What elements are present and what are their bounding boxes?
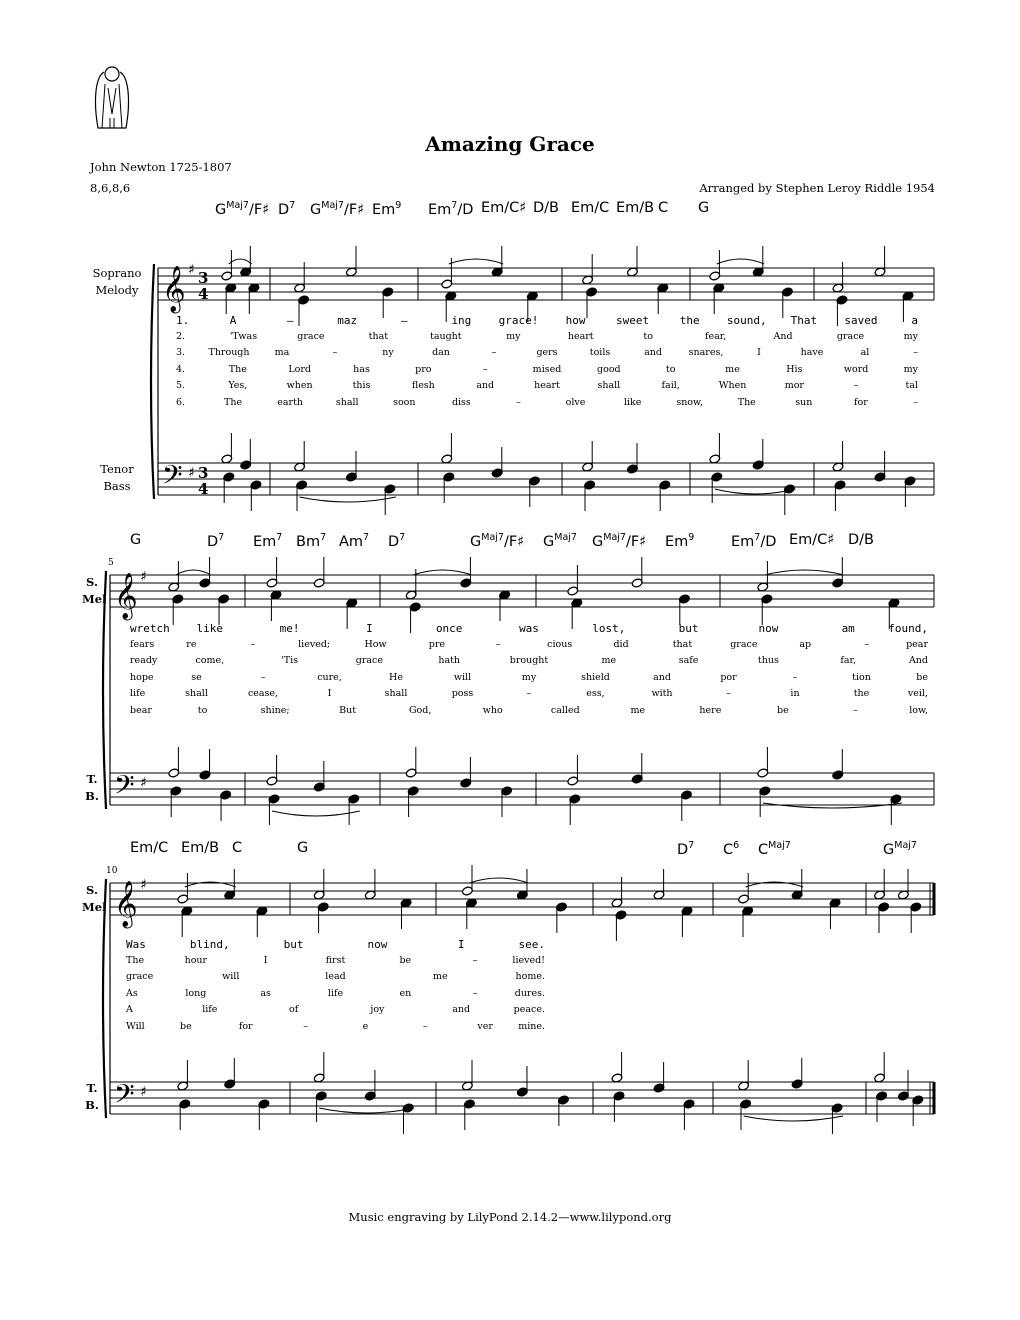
lyric-syllable: brought: [509, 655, 549, 666]
lyric-syllable: tal: [905, 380, 918, 391]
chord-symbol: D/B: [533, 200, 559, 216]
lyric-syllable: A: [126, 1004, 133, 1015]
slur: [717, 259, 764, 264]
lyric-syllable: The: [126, 954, 145, 966]
lyric-syllable: –: [726, 688, 731, 699]
lyric-syllable: Lord: [288, 363, 311, 375]
lyric-syllable: grace: [297, 330, 325, 342]
bass-clef: 𝄢: [162, 459, 183, 497]
lyric-syllable: The: [228, 363, 247, 375]
key-signature-sharp: ♯: [188, 465, 195, 481]
chord-symbol: $D^7$: [207, 532, 225, 550]
lyric-syllable: but: [283, 938, 304, 951]
key-signature-sharp: ♯: [140, 1084, 147, 1100]
lyric-syllable: sun: [795, 396, 813, 408]
lyric-syllable: al: [860, 347, 870, 358]
lyric-syllable: se: [191, 671, 202, 683]
lyric-syllable: ny: [382, 347, 394, 358]
slur: [449, 259, 503, 264]
lyric-syllable: mised: [532, 363, 562, 375]
lyric-syllable: gers: [536, 347, 558, 358]
lyric-syllable: like: [623, 396, 642, 408]
lyric-syllable: –: [495, 638, 501, 650]
lyric-syllable: will: [222, 971, 240, 982]
lyric-syllable: to: [197, 704, 208, 716]
lyric-syllable: And: [773, 330, 793, 342]
lyric-syllable: dan: [432, 347, 450, 358]
lyric-syllable: home.: [515, 971, 545, 982]
lyric-syllable: peace.: [513, 1004, 545, 1015]
slur: [413, 570, 472, 575]
lyric-syllable: olve: [565, 396, 586, 408]
measure-number-10: 10: [106, 866, 118, 876]
lyric-syllable: come,: [195, 655, 225, 666]
lyric-syllable: but: [678, 622, 699, 635]
lyric-syllable: of: [288, 1004, 299, 1015]
chord-symbol: $G^{Maj7}$: [543, 532, 577, 550]
lyric-syllable: be: [399, 954, 412, 966]
lyric-syllable: –: [303, 1020, 308, 1032]
lyric-syllable: a: [911, 314, 918, 327]
slur: [469, 878, 528, 883]
chord-symbol: Am$^7$: [339, 532, 370, 550]
key-signature-sharp: ♯: [140, 775, 147, 791]
lyric-syllable: sweet: [616, 314, 650, 327]
lyric-syllable: –: [286, 314, 294, 327]
author: John Newton 1725-1807: [90, 160, 232, 174]
lyric-syllable: be: [179, 1020, 192, 1032]
chord-symbol: Em/B: [616, 200, 655, 216]
slur: [763, 803, 902, 808]
chord-symbol: D/B: [848, 532, 874, 548]
chord-symbol: $C^6$: [723, 840, 740, 858]
lyric-syllable: and: [476, 380, 495, 391]
voice-label-upper-3: S. Mel: [82, 883, 107, 914]
lyric-syllable: and: [653, 671, 671, 683]
treble-clef: 𝄞: [114, 573, 138, 619]
lyric-syllable: sound,: [726, 314, 767, 327]
lyric-syllable: –: [482, 363, 488, 375]
lyric-syllable: grace: [730, 638, 758, 650]
lyric-syllable: saved: [844, 314, 878, 327]
lyric-syllable: joy: [370, 1004, 385, 1015]
lyric-syllable: shall: [597, 380, 621, 391]
chord-symbol: $G^{Maj7}/F♯$: [470, 532, 525, 550]
lyric-syllable: be: [916, 671, 928, 683]
lyric-syllable: now: [367, 938, 388, 951]
voice-label-lower-3: T. B.: [85, 1081, 99, 1112]
chord-symbol: Em$^7$: [253, 532, 283, 550]
chord-symbol: $G^{Maj7}$: [883, 840, 917, 858]
lyric-syllable: me: [725, 363, 740, 375]
lyric-syllable: ap: [799, 638, 812, 650]
lyric-syllable: bear: [130, 704, 152, 716]
lyric-syllable: grace!: [498, 314, 539, 327]
lyric-syllable: –: [260, 671, 266, 683]
lyric-syllable: 6.: [176, 396, 186, 408]
lyric-syllable: my: [506, 330, 521, 342]
chord-symbol: $G^{Maj7}/F♯$: [592, 532, 647, 550]
piece-title: Amazing Grace: [425, 132, 595, 156]
lyric-syllable: with: [651, 688, 673, 699]
lyric-syllable: –: [250, 638, 256, 650]
lyric-syllable: me: [432, 971, 448, 982]
lyric-syllable: wretch: [130, 622, 170, 635]
lyric-syllable: found,: [888, 622, 928, 635]
lyric-syllable: to: [665, 363, 676, 375]
chord-symbol: Em/B: [181, 840, 220, 856]
lyric-syllable: pro: [415, 363, 432, 375]
lyric-syllable: see.: [518, 938, 545, 951]
lyric-syllable: 'Twas: [229, 330, 258, 342]
key-signature-sharp: ♯: [188, 262, 195, 278]
lyric-syllable: long: [185, 987, 207, 999]
lyric-syllable: life: [130, 688, 146, 699]
lyric-syllable: my: [903, 330, 918, 342]
key-signature-sharp: ♯: [140, 569, 147, 585]
lyric-syllable: –: [332, 347, 338, 358]
lyric-syllable: shine;: [260, 704, 290, 716]
lyric-syllable: soon: [393, 396, 416, 408]
chord-symbol: Em/C♯: [481, 200, 527, 216]
chord-symbol: Em/C: [130, 840, 169, 856]
slur: [715, 489, 796, 494]
system-bracket: [103, 571, 106, 809]
lyric-syllable: and: [452, 1004, 471, 1015]
lyric-syllable: pear: [906, 638, 928, 650]
lyric-syllable: –: [422, 1020, 428, 1032]
lyric-syllable: –: [491, 347, 497, 358]
lyric-syllable: grace: [126, 971, 154, 982]
bass-clef: 𝄢: [114, 1078, 135, 1116]
lyric-syllable: to: [643, 330, 653, 342]
slur: [319, 1108, 414, 1113]
lyric-syllable: That: [790, 314, 818, 327]
lyric-syllable: taught: [430, 330, 462, 342]
arranger: Arranged by Stephen Leroy Riddle 1954: [699, 181, 935, 195]
chord-symbol: Em$^9$: [665, 532, 695, 550]
lyric-syllable: por: [720, 671, 737, 683]
lyric-syllable: here: [699, 704, 722, 716]
lyric-syllable: how: [565, 314, 586, 327]
lyric-syllable: like: [196, 622, 224, 635]
lyric-syllable: life: [202, 1004, 218, 1015]
bass-clef: 𝄢: [114, 769, 135, 807]
lyric-syllable: thus: [757, 655, 779, 666]
lyric-syllable: fear,: [704, 330, 727, 342]
lyric-syllable: –: [864, 638, 869, 650]
lyric-syllable: who: [482, 704, 503, 716]
time-signature: 3: [198, 464, 209, 482]
lyric-syllable: dures.: [514, 987, 545, 999]
lyric-syllable: –: [400, 314, 408, 327]
lyric-syllable: grace: [355, 655, 384, 666]
lyric-syllable: His: [786, 363, 803, 375]
chord-symbol: $G^{Maj7}/F♯$: [215, 200, 270, 218]
lyric-syllable: blind,: [189, 938, 230, 951]
lyric-syllable: me: [630, 704, 646, 716]
lyric-syllable: –: [792, 671, 798, 683]
lyric-syllable: He: [389, 671, 403, 683]
key-signature-sharp: ♯: [140, 877, 147, 893]
lyric-syllable: and: [644, 347, 662, 358]
chord-symbol: $D^7$: [388, 532, 406, 550]
chord-symbol: G: [297, 840, 309, 856]
meter: 8,6,8,6: [90, 181, 131, 195]
slur: [229, 259, 252, 264]
lyric-syllable: Will: [126, 1020, 145, 1032]
lyric-syllable: God,: [408, 704, 432, 716]
lyric-syllable: en: [399, 987, 412, 999]
lyric-syllable: be: [777, 704, 789, 716]
chord-symbol: Em$^7$/D: [428, 200, 474, 218]
system-bracket: [151, 264, 154, 499]
chord-symbol: Em$^7$/D: [731, 532, 777, 550]
lyric-syllable: –: [913, 347, 918, 358]
lyric-syllable: fears: [130, 638, 155, 650]
lyric-syllable: hour: [184, 954, 208, 966]
lyric-syllable: pre: [428, 638, 446, 650]
lyric-syllable: for: [854, 396, 868, 408]
voice-label-lower-2: T. B.: [85, 772, 99, 803]
lyric-syllable: tion: [852, 671, 871, 683]
lyric-syllable: this: [352, 380, 371, 391]
lyric-syllable: once: [435, 622, 463, 635]
lyric-syllable: heart: [534, 380, 560, 391]
time-signature: 4: [198, 285, 209, 303]
lyric-syllable: maz: [337, 314, 358, 327]
slur: [176, 570, 211, 575]
lyric-syllable: I: [327, 688, 332, 699]
voice-label-tenor: Tenor Bass: [100, 462, 134, 493]
lyric-syllable: the: [679, 314, 700, 327]
lyric-syllable: –: [853, 380, 859, 391]
lyric-syllable: re: [186, 638, 197, 650]
lyric-syllable: But: [339, 704, 357, 716]
lyric-syllable: life: [327, 987, 344, 999]
lyric-syllable: –: [853, 704, 858, 716]
lyric-syllable: cious: [547, 638, 573, 650]
lyric-syllable: 'Tis: [281, 655, 299, 666]
slur: [765, 570, 844, 575]
treble-clef: 𝄞: [114, 881, 138, 927]
lyric-syllable: cure,: [317, 671, 342, 683]
lyric-syllable: poss: [451, 688, 474, 699]
chord-symbol: Em$^9$: [372, 200, 402, 218]
lyric-syllable: my: [903, 363, 918, 375]
lyric-syllable: hope: [130, 671, 154, 683]
lyric-syllable: when: [286, 380, 313, 391]
chord-symbol: $D^7$: [677, 840, 695, 858]
lyric-syllable: snares,: [688, 347, 724, 358]
lyric-syllable: veil,: [907, 688, 928, 699]
lyric-syllable: shall: [384, 688, 408, 699]
chord-symbol: Bm$^7$: [296, 532, 327, 550]
lyric-syllable: lead: [325, 971, 346, 982]
lyric-syllable: I: [366, 622, 373, 635]
lyric-syllable: safe: [678, 655, 699, 666]
lyric-syllable: 1.: [176, 314, 190, 327]
lyric-syllable: cease,: [247, 688, 279, 699]
time-signature: 3: [198, 269, 209, 287]
lyric-syllable: for: [238, 1020, 253, 1032]
lyric-syllable: lost,: [592, 622, 626, 635]
lyric-syllable: How: [364, 638, 387, 650]
lyric-syllable: far,: [840, 655, 857, 666]
slur: [272, 811, 360, 816]
lyric-syllable: good: [597, 363, 621, 375]
lyric-syllable: grace: [836, 330, 865, 342]
chord-symbol: C: [658, 200, 669, 216]
lyric-syllable: ess,: [586, 688, 605, 699]
lyric-syllable: have: [800, 347, 824, 358]
lyric-syllable: When: [718, 380, 747, 391]
lyric-syllable: The: [224, 396, 243, 408]
lyric-syllable: Yes,: [228, 380, 248, 391]
measure-number-5: 5: [108, 558, 114, 568]
lyric-syllable: A: [229, 314, 237, 327]
slur: [744, 1116, 843, 1121]
voice-label-upper-2: S. Mel: [82, 575, 107, 606]
lyric-syllable: in: [790, 688, 800, 699]
chord-symbol: $D^7$: [278, 200, 296, 218]
lyric-syllable: ready: [130, 655, 158, 666]
lyric-syllable: Was: [126, 938, 146, 951]
chord-symbol: C: [232, 840, 243, 856]
chord-symbol: G: [698, 200, 710, 216]
lyric-syllable: word: [843, 363, 869, 375]
lyric-syllable: As: [126, 987, 138, 999]
lyric-syllable: lieved;: [298, 638, 331, 650]
lyric-syllable: that: [368, 330, 389, 342]
lyric-syllable: mor: [784, 380, 804, 391]
lyric-syllable: my: [521, 671, 537, 683]
lyric-syllable: me!: [279, 622, 300, 635]
lyric-syllable: I: [457, 938, 465, 951]
lyric-syllable: low,: [909, 704, 928, 716]
lyric-syllable: ver: [477, 1020, 493, 1032]
lyric-syllable: shield: [581, 671, 610, 683]
lyric-syllable: –: [472, 987, 478, 999]
lyric-syllable: the: [853, 688, 870, 699]
lyric-syllable: 4.: [176, 363, 186, 375]
lyric-syllable: that: [672, 638, 693, 650]
chord-symbol: Em/C♯: [789, 532, 835, 548]
treble-clef: 𝄞: [162, 266, 186, 312]
lyric-syllable: flesh: [411, 380, 435, 391]
lyric-syllable: –: [472, 954, 478, 966]
lyric-syllable: hath: [438, 655, 461, 666]
lyric-syllable: first: [325, 954, 346, 966]
voice-label-soprano: Soprano Melody: [92, 266, 142, 297]
lyric-syllable: toils: [589, 347, 611, 358]
lyric-syllable: has: [353, 363, 370, 375]
lyric-syllable: was: [519, 622, 539, 635]
slur: [300, 497, 396, 502]
lyric-syllable: I: [757, 347, 761, 358]
lyric-syllable: Through: [208, 347, 250, 358]
lyric-syllable: am: [841, 622, 855, 635]
lyric-syllable: e: [362, 1020, 369, 1032]
lyric-syllable: ma: [274, 347, 290, 358]
lyric-syllable: called: [550, 704, 580, 716]
lyric-syllable: I: [263, 954, 268, 966]
chord-symbol: $C^{Maj7}$: [758, 840, 791, 858]
lyric-syllable: –: [913, 396, 918, 408]
lyric-syllable: shall: [185, 688, 208, 699]
lyric-syllable: fail,: [661, 380, 680, 391]
lyric-syllable: The: [737, 396, 756, 408]
lyric-syllable: did: [613, 638, 629, 650]
lyric-syllable: mine.: [518, 1020, 545, 1032]
lyric-syllable: 5.: [176, 380, 186, 391]
lyric-syllable: 3.: [176, 347, 186, 358]
lyric-syllable: will: [453, 671, 472, 683]
lyric-syllable: lieved!: [512, 954, 545, 966]
lyric-syllable: And: [908, 655, 928, 666]
lyric-syllable: snow,: [676, 396, 704, 408]
engraving-credit: Music engraving by LilyPond 2.14.2—www.lilypond.org: [348, 1210, 672, 1224]
lyric-syllable: shall: [335, 396, 359, 408]
chord-symbol: Em/C: [571, 200, 610, 216]
lyric-syllable: now: [758, 622, 779, 635]
lyric-syllable: 2.: [176, 330, 186, 342]
lyric-syllable: heart: [567, 330, 594, 342]
lyric-syllable: –: [516, 396, 521, 408]
lyric-syllable: diss: [451, 396, 471, 408]
lyric-syllable: –: [526, 688, 532, 699]
lyric-syllable: as: [260, 987, 271, 999]
lyric-syllable: me: [601, 655, 617, 666]
time-signature: 4: [198, 480, 209, 498]
lyric-syllable: earth: [277, 396, 304, 408]
system-bracket: [103, 879, 106, 1118]
lyric-syllable: ing: [451, 314, 472, 327]
chord-symbol: $G^{Maj7}/F♯$: [310, 200, 365, 218]
chord-symbol: G: [130, 532, 142, 548]
